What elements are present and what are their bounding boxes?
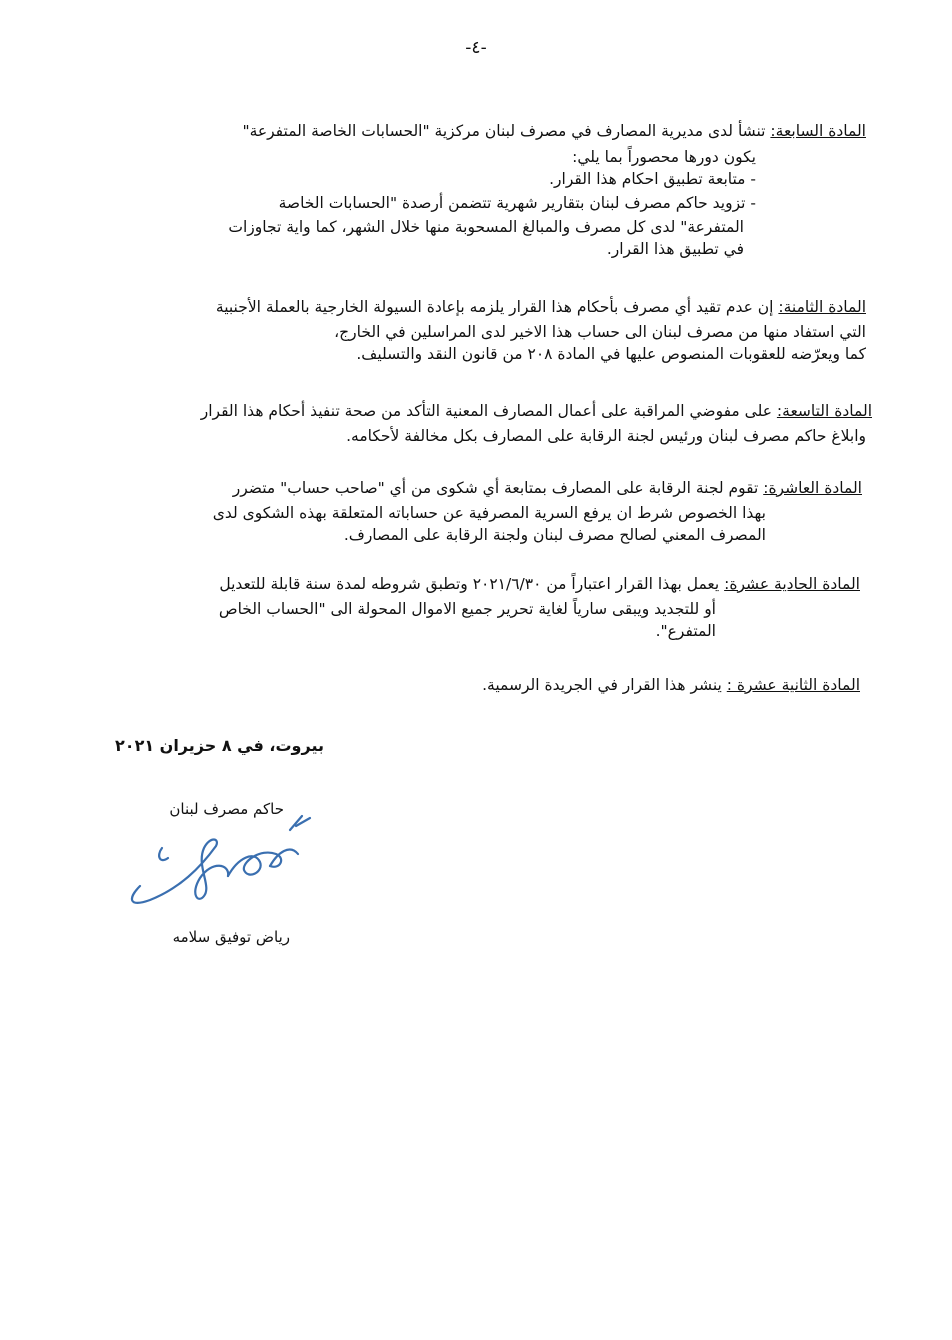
date-line: بيروت، في ٨ حزيران ٢٠٢١ bbox=[115, 736, 324, 755]
article-7-text-1: تنشأ لدى مديرية المصارف في مصرف لبنان مركزية "الحسابات الخاصة المتفرعة" bbox=[242, 122, 766, 140]
article-12-line-1 bbox=[160, 674, 860, 696]
article-12-label: المادة الثانية عشرة : bbox=[726, 676, 860, 694]
article-7-line-4: - تزويد حاكم مصرف لبنان بتقارير شهرية تتضمن أرصدة "الحسابات الخاصة bbox=[278, 194, 756, 212]
article-9-line-2: وابلاغ حاكم مصرف لبنان ورئيس لجنة الرقابة على المصارف بكل مخالفة لأحكامه. bbox=[346, 427, 866, 445]
article-7-body-3 bbox=[86, 216, 744, 260]
article-12 bbox=[160, 674, 860, 696]
article-10-body bbox=[126, 502, 766, 546]
page-number: -٤- bbox=[465, 38, 487, 58]
article-7 bbox=[106, 120, 866, 142]
article-9-line-1 bbox=[112, 400, 872, 422]
article-9-body bbox=[166, 425, 866, 447]
article-7-line-2: يكون دورها محصوراً بما يلي: bbox=[572, 148, 756, 166]
article-9-label: المادة التاسعة: bbox=[776, 402, 872, 420]
article-7-line-1 bbox=[106, 120, 866, 142]
article-8-line-1 bbox=[126, 296, 866, 318]
article-11-line-1 bbox=[100, 573, 860, 595]
article-10-line-1 bbox=[102, 477, 862, 499]
article-7-body bbox=[196, 146, 756, 190]
article-7-line-5: المتفرعة" لدى كل مصرف والمبالغ المسحوبة منها خلال الشهر، كما واية تجاوزات bbox=[228, 218, 744, 236]
article-8 bbox=[126, 296, 866, 318]
signatory-title: حاكم مصرف لبنان bbox=[169, 800, 284, 818]
article-10-label: المادة العاشرة: bbox=[763, 479, 862, 497]
handwritten-signature bbox=[120, 808, 320, 918]
article-10-text-1: تقوم لجنة الرقابة على المصارف بمتابعة أي شكوى من أي "صاحب حساب" متضرر bbox=[232, 479, 759, 497]
article-10-line-2: بهذا الخصوص شرط ان يرفع السرية المصرفية عن حساباته المتعلقة بهذه الشكوى لدى bbox=[212, 504, 766, 522]
article-7-body-2 bbox=[86, 192, 756, 214]
article-11-line-3: المتفرع". bbox=[655, 622, 716, 640]
article-11-body bbox=[96, 598, 716, 642]
article-7-line-6: في تطبيق هذا القرار. bbox=[606, 240, 744, 258]
article-8-line-2: التي استفاد منها من مصرف لبنان الى حساب هذا الاخير لدى المراسلين في الخارج، bbox=[334, 323, 866, 341]
article-12-text-1: ينشر هذا القرار في الجريدة الرسمية. bbox=[482, 676, 722, 694]
article-7-line-3: - متابعة تطبيق احكام هذا القرار. bbox=[549, 170, 756, 188]
article-7-label: المادة السابعة: bbox=[770, 122, 866, 140]
article-9 bbox=[112, 400, 872, 422]
article-11-label: المادة الحادية عشرة: bbox=[724, 575, 860, 593]
article-11-text-1: يعمل بهذا القرار اعتباراً من ٢٠٢١/٦/٣٠ وتطبق شروطه لمدة سنة قابلة للتعديل bbox=[219, 575, 720, 593]
article-11 bbox=[100, 573, 860, 595]
article-8-line-3: كما ويعرّضه للعقوبات المنصوص عليها في المادة ٢٠٨ من قانون النقد والتسليف. bbox=[356, 345, 866, 363]
article-8-label: المادة الثامنة: bbox=[778, 298, 866, 316]
article-10 bbox=[102, 477, 862, 499]
signatory-name: رياض توفيق سلامه bbox=[172, 928, 290, 946]
article-8-text-1: إن عدم تقيد أي مصرف بأحكام هذا القرار يلزمه بإعادة السيولة الخارجية بالعملة الأجنبية bbox=[215, 298, 774, 316]
article-8-body bbox=[216, 321, 866, 365]
article-11-line-2: أو للتجديد ويبقى سارياً لغاية تحرير جميع الاموال المحولة الى "الحساب الخاص bbox=[218, 600, 716, 618]
article-10-line-3: المصرف المعني لصالح مصرف لبنان ولجنة الرقابة على المصارف. bbox=[343, 526, 766, 544]
article-9-text-1: على مفوضي المراقبة على أعمال المصارف المعنية التأكد من صحة تنفيذ أحكام هذا القرار bbox=[200, 402, 772, 420]
